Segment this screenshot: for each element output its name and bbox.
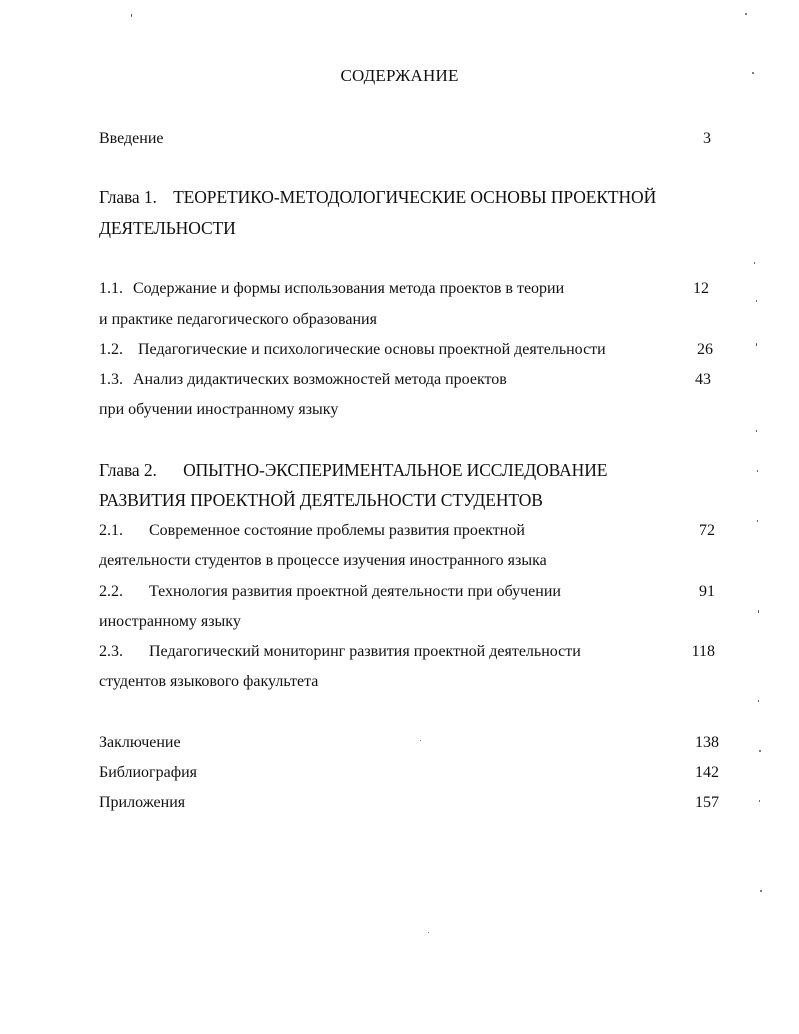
chapter-title-cont: ДЕЯТЕЛЬНОСТИ <box>99 218 236 238</box>
section-title: Педагогические и психологические основы проектной деятельности <box>138 341 606 358</box>
toc-page-number: 118 <box>691 643 715 660</box>
section-number: 1.2. <box>99 341 123 358</box>
section-number: 2.3. <box>99 643 123 660</box>
section-title-cont: и практике педагогического образования <box>99 311 377 328</box>
section-number: 2.1. <box>99 522 123 539</box>
toc-page-number: 72 <box>699 522 715 539</box>
section-title: Педагогический мониторинг развития проектной деятельности <box>149 643 581 660</box>
toc-page-number: 138 <box>695 734 719 751</box>
chapter-number: Глава 1. <box>99 187 157 207</box>
page-title: СОДЕРЖАНИЕ <box>340 66 459 85</box>
section-title: Анализ дидактических возможностей метода проектов <box>133 371 507 388</box>
chapter-title: ТЕОРЕТИКО-МЕТОДОЛОГИЧЕСКИЕ ОСНОВЫ ПРОЕКТНОЙ <box>173 187 657 207</box>
toc-entry-label: Приложения <box>99 794 186 811</box>
toc-entry-label: Заключение <box>99 734 181 751</box>
toc-entry-label: Библиография <box>99 764 197 781</box>
section-title-cont: студентов языкового факультета <box>99 673 319 690</box>
chapter-title-cont: РАЗВИТИЯ ПРОЕКТНОЙ ДЕЯТЕЛЬНОСТИ СТУДЕНТОВ <box>99 490 543 510</box>
section-number: 1.1. <box>99 280 123 297</box>
chapter-title: ОПЫТНО-ЭКСПЕРИМЕНТАЛЬНОЕ ИССЛЕДОВАНИЕ <box>183 460 608 480</box>
section-title-cont: при обучении иностранному языку <box>99 401 339 418</box>
section-title: Содержание и формы использования метода проектов в теории <box>133 280 565 297</box>
chapter-number: Глава 2. <box>99 460 157 480</box>
section-title-cont: иностранному языку <box>99 613 241 630</box>
toc-page-number: 91 <box>699 583 715 600</box>
toc-page-number: 43 <box>695 371 711 388</box>
toc-page-number: 26 <box>697 341 713 358</box>
section-title-cont: деятельности студентов в процессе изучения иностранного языка <box>99 552 547 569</box>
toc-page-number: 3 <box>703 130 711 147</box>
toc-page-number: 157 <box>695 794 719 811</box>
section-title: Современное состояние проблемы развития проектной <box>149 522 525 539</box>
toc-page-number: 142 <box>695 764 719 781</box>
toc-entry-label: Введение <box>99 130 164 147</box>
toc-page-number: 12 <box>693 280 709 297</box>
section-number: 2.2. <box>99 583 123 600</box>
section-title: Технология развития проектной деятельности при обучении <box>149 583 561 600</box>
section-number: 1.3. <box>99 371 123 388</box>
